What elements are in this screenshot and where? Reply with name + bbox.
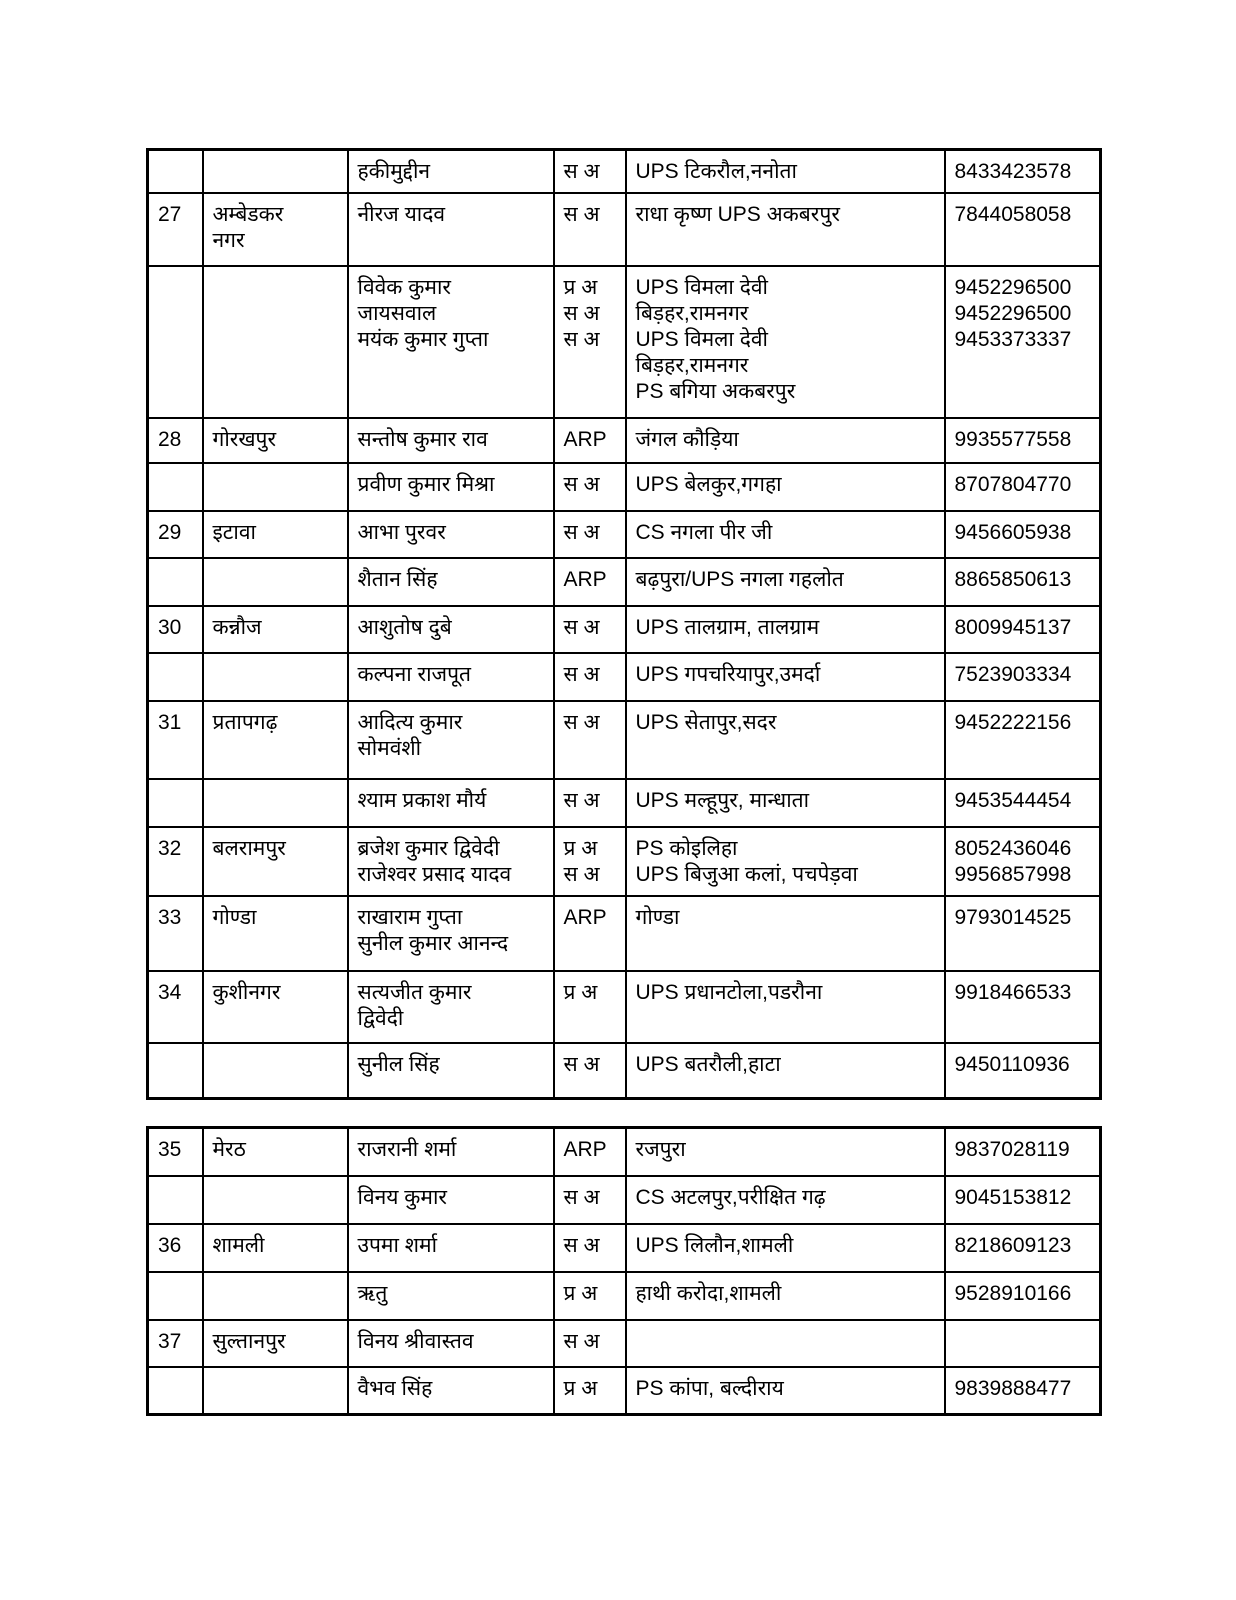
table-row [148,827,1101,896]
sno-cell [148,779,203,827]
name-cell: वैभव सिंह [348,1367,554,1415]
name-cell: उपमा शर्मा [348,1224,554,1272]
roster-table-upper [146,148,1102,1100]
designation-cell: स अ [554,701,626,779]
sno-cell: 29 [148,511,203,558]
phone-cell: 9839888477 [945,1367,1101,1415]
district-cell [203,1176,348,1224]
table-row [148,266,1101,418]
school-cell: राधा कृष्ण UPS अकबरपुर [626,193,945,266]
school-cell: CS नगला पीर जी [626,511,945,558]
sno-cell: 35 [148,1128,203,1176]
table-row [148,1224,1101,1272]
designation-cell: स अ [554,1043,626,1099]
table-row [148,150,1101,193]
district-cell: प्रतापगढ़ [203,701,348,779]
document-content [146,148,1102,1416]
designation-cell: स अ [554,606,626,653]
table-row [148,463,1101,511]
designation-cell: स अ [554,1224,626,1272]
name-cell: ऋतु [348,1272,554,1320]
phone-cell: 9918466533 [945,971,1101,1043]
school-cell [626,1320,945,1367]
designation-cell: स अ [554,779,626,827]
sno-cell: 33 [148,896,203,971]
school-cell: UPS लिलौन,शामली [626,1224,945,1272]
table-row [148,418,1101,463]
phone-cell: 9450110936 [945,1043,1101,1099]
designation-cell: प्र अ [554,1367,626,1415]
sno-cell [148,150,203,193]
district-cell: गोण्डा [203,896,348,971]
table-row [148,606,1101,653]
phone-cell: 8009945137 [945,606,1101,653]
sno-cell [148,1367,203,1415]
district-cell: सुल्तानपुर [203,1320,348,1367]
sno-cell [148,1043,203,1099]
table-row [148,653,1101,701]
phone-cell: 9793014525 [945,896,1101,971]
district-cell [203,266,348,418]
school-cell: UPS गपचरियापुर,उमर्दा [626,653,945,701]
name-cell: ब्रजेश कुमार द्विवेदी राजेश्वर प्रसाद यादव [348,827,554,896]
sno-cell: 30 [148,606,203,653]
school-cell: UPS सेतापुर,सदर [626,701,945,779]
name-cell: आशुतोष दुबे [348,606,554,653]
name-cell: हकीमुद्दीन [348,150,554,193]
phone-cell: 9528910166 [945,1272,1101,1320]
phone-cell: 9456605938 [945,511,1101,558]
name-cell: कल्पना राजपूत [348,653,554,701]
sno-cell [148,266,203,418]
designation-cell: ARP [554,558,626,606]
sno-cell: 37 [148,1320,203,1367]
phone-cell: 8052436046 9956857998 [945,827,1101,896]
district-cell: कुशीनगर [203,971,348,1043]
name-cell: नीरज यादव [348,193,554,266]
table-row [148,511,1101,558]
phone-cell [945,1320,1101,1367]
designation-cell: प्र अ स अ [554,827,626,896]
phone-cell: 9935577558 [945,418,1101,463]
table-row [148,1043,1101,1099]
school-cell: UPS टिकरौल,ननोता [626,150,945,193]
designation-cell: प्र अ स अ स अ [554,266,626,418]
phone-cell: 8707804770 [945,463,1101,511]
designation-cell: स अ [554,193,626,266]
school-cell: PS कांपा, बल्दीराय [626,1367,945,1415]
table-row [148,779,1101,827]
phone-cell: 9837028119 [945,1128,1101,1176]
sno-cell [148,463,203,511]
phone-cell: 9452296500 9452296500 9453373337 [945,266,1101,418]
school-cell: UPS बतरौली,हाटा [626,1043,945,1099]
table-row [148,1128,1101,1176]
phone-cell: 8218609123 [945,1224,1101,1272]
district-cell: अम्बेडकर नगर [203,193,348,266]
district-cell: कन्नौज [203,606,348,653]
name-cell: श्याम प्रकाश मौर्य [348,779,554,827]
name-cell: राखाराम गुप्ता सुनील कुमार आनन्द [348,896,554,971]
school-cell: PS कोइलिहा UPS बिजुआ कलां, पचपेड़वा [626,827,945,896]
designation-cell: ARP [554,418,626,463]
sno-cell [148,653,203,701]
name-cell: आभा पुरवर [348,511,554,558]
school-cell: बढ़पुरा/UPS नगला गहलोत [626,558,945,606]
name-cell: सत्यजीत कुमार द्विवेदी [348,971,554,1043]
table-row [148,1367,1101,1415]
designation-cell: स अ [554,150,626,193]
name-cell: आदित्य कुमार सोमवंशी [348,701,554,779]
name-cell: विनय कुमार [348,1176,554,1224]
designation-cell: स अ [554,1176,626,1224]
sno-cell: 36 [148,1224,203,1272]
district-cell [203,558,348,606]
table-row [148,896,1101,971]
sno-cell: 31 [148,701,203,779]
designation-cell: ARP [554,1128,626,1176]
name-cell: विनय श्रीवास्तव [348,1320,554,1367]
school-cell: हाथी करोदा,शामली [626,1272,945,1320]
roster-table-lower [146,1126,1102,1416]
table-row [148,1176,1101,1224]
phone-cell: 9452222156 [945,701,1101,779]
school-cell: UPS विमला देवी बिड़हर,रामनगर UPS विमला देवी बिड़हर,रामनगर PS बगिया अकबरपुर [626,266,945,418]
table-row [148,1320,1101,1367]
designation-cell: स अ [554,1320,626,1367]
sno-cell: 28 [148,418,203,463]
school-cell: UPS बेलकुर,गगहा [626,463,945,511]
district-cell [203,653,348,701]
district-cell [203,1272,348,1320]
sno-cell: 34 [148,971,203,1043]
table-gap [146,1100,1102,1126]
district-cell [203,1367,348,1415]
sno-cell: 32 [148,827,203,896]
phone-cell: 8865850613 [945,558,1101,606]
school-cell: CS अटलपुर,परीक्षित गढ़ [626,1176,945,1224]
designation-cell: ARP [554,896,626,971]
phone-cell: 8433423578 [945,150,1101,193]
phone-cell: 7523903334 [945,653,1101,701]
designation-cell: स अ [554,463,626,511]
table-row [148,1272,1101,1320]
designation-cell: स अ [554,511,626,558]
school-cell: गोण्डा [626,896,945,971]
school-cell: UPS मल्हूपुर, मान्धाता [626,779,945,827]
district-cell: मेरठ [203,1128,348,1176]
name-cell: शैतान सिंह [348,558,554,606]
sno-cell: 27 [148,193,203,266]
district-cell: शामली [203,1224,348,1272]
district-cell: गोरखपुर [203,418,348,463]
name-cell: सुनील सिंह [348,1043,554,1099]
designation-cell: प्र अ [554,1272,626,1320]
table-row [148,193,1101,266]
school-cell: UPS तालग्राम, तालग्राम [626,606,945,653]
designation-cell: प्र अ [554,971,626,1043]
name-cell: विवेक कुमार जायसवाल मयंक कुमार गुप्ता [348,266,554,418]
district-cell [203,463,348,511]
table-row [148,558,1101,606]
school-cell: जंगल कौड़िया [626,418,945,463]
sno-cell [148,1272,203,1320]
district-cell: इटावा [203,511,348,558]
school-cell: रजपुरा [626,1128,945,1176]
school-cell: UPS प्रधानटोला,पडरौना [626,971,945,1043]
phone-cell: 9045153812 [945,1176,1101,1224]
district-cell [203,1043,348,1099]
table-row [148,701,1101,779]
district-cell: बलरामपुर [203,827,348,896]
district-cell [203,150,348,193]
district-cell [203,779,348,827]
phone-cell: 7844058058 [945,193,1101,266]
name-cell: राजरानी शर्मा [348,1128,554,1176]
table-row [148,971,1101,1043]
name-cell: सन्तोष कुमार राव [348,418,554,463]
sno-cell [148,558,203,606]
name-cell: प्रवीण कुमार मिश्रा [348,463,554,511]
sno-cell [148,1176,203,1224]
designation-cell: स अ [554,653,626,701]
phone-cell: 9453544454 [945,779,1101,827]
